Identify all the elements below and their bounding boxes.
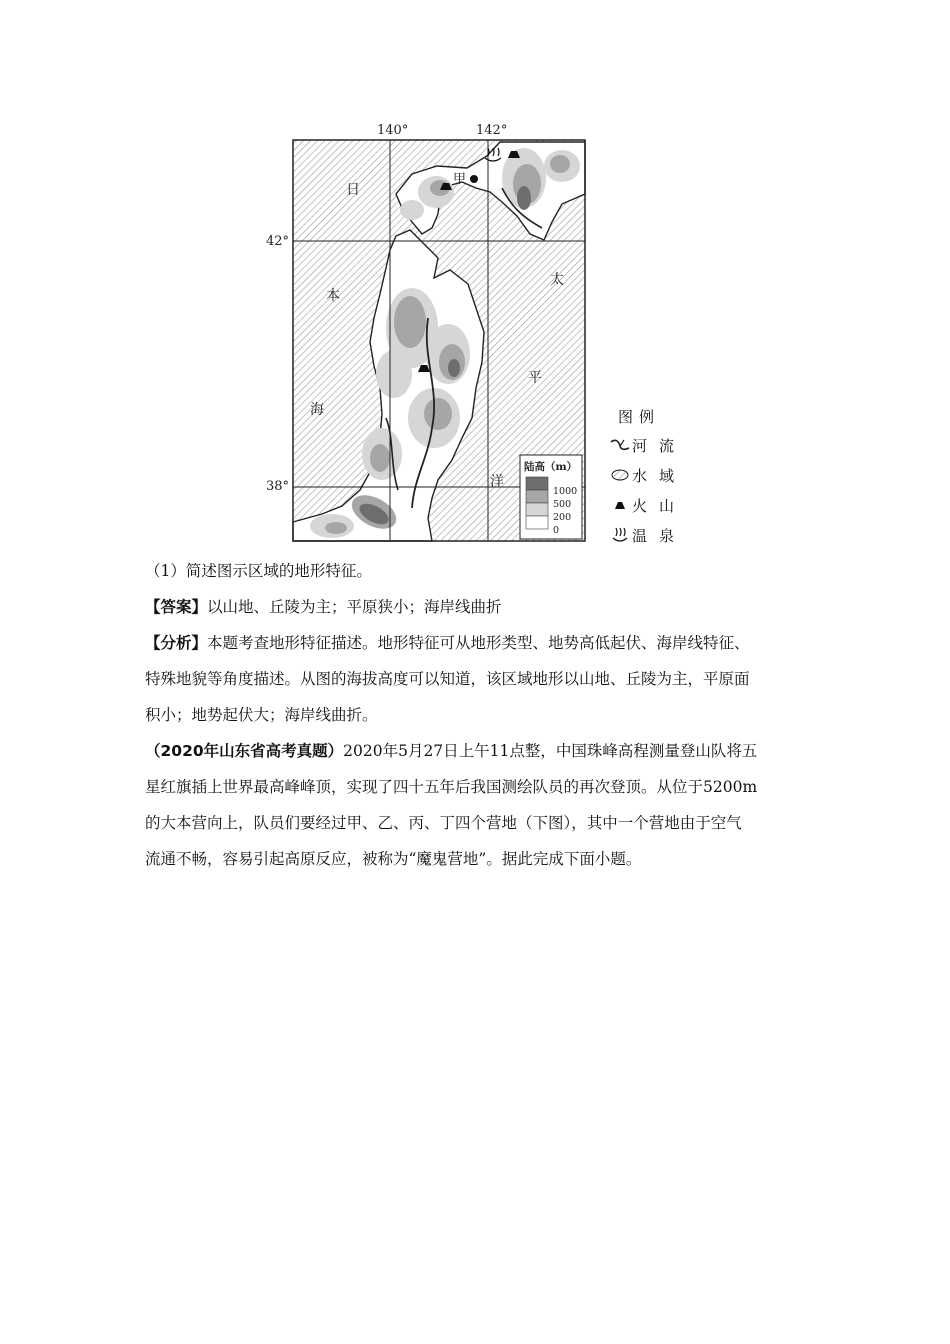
sea-label: 平 (528, 370, 542, 386)
legend-item-hot-spring (610, 524, 700, 548)
elevation-level: 500 (553, 499, 572, 510)
sea-label: 太 (550, 272, 564, 288)
legend-item-water (610, 464, 700, 488)
legend-label: 火山 (632, 497, 687, 515)
analysis-line (145, 633, 805, 653)
exam-intro-line: 流通不畅，容易引起高原反应，被称为“魔鬼营地”。据此完成下面小题。 (145, 850, 642, 868)
exam-text: 2020年5月27日上午11点整，中国珠峰高程测量登山队将五 (343, 742, 758, 760)
legend-label: 河流 (632, 437, 687, 455)
lon-label: 142° (476, 123, 508, 138)
answer-line (145, 597, 805, 617)
legend-label: 水域 (632, 467, 687, 485)
hot-spring-icon (610, 526, 630, 544)
legend-item-volcano (610, 494, 700, 518)
legend-item-river (610, 434, 700, 458)
answer-tag: 【答案】 (145, 597, 208, 616)
elevation-title: 陆高（m） (524, 461, 578, 473)
legend-title: 图例 (618, 408, 661, 426)
lat-label: 38° (266, 479, 290, 494)
question-1: （1）简述图示区域的地形特征。 (145, 562, 372, 580)
river-icon (610, 436, 630, 454)
elevation-level: 200 (553, 512, 572, 523)
volcano-icon (610, 496, 630, 514)
elevation-level: 0 (553, 525, 560, 536)
elevation-level: 1000 (553, 486, 578, 497)
lat-label: 42° (266, 234, 290, 249)
lon-label: 140° (377, 123, 409, 138)
sea-label: 日 (346, 182, 360, 198)
analysis-line: 积小；地势起伏大；海岸线曲折。 (145, 706, 378, 724)
legend-label: 温泉 (632, 527, 687, 545)
analysis-tag: 【分析】 (145, 633, 208, 652)
exam-intro-line: 的大本营向上，队员们要经过甲、乙、丙、丁四个营地（下图），其中一个营地由于空气 (145, 814, 742, 832)
elevation-legend (520, 455, 582, 539)
answer-text: 以山地、丘陵为主；平原狭小；海岸线曲折 (207, 598, 502, 616)
exam-intro-line (145, 741, 805, 761)
place-marker (470, 175, 478, 183)
topographic-map-figure (262, 118, 702, 548)
analysis-line: 特殊地貌等角度描述。从图的海拔高度可以知道，该区域地形以山地、丘陵为主，平原面 (145, 670, 750, 688)
exam-intro-line: 星红旗插上世界最高峰峰顶，实现了四十五年后我国测绘队员的再次登顶。从位于5200m (145, 778, 758, 796)
sea-label: 本 (326, 288, 340, 304)
water-icon (610, 466, 630, 484)
place-label: 甲 (453, 172, 467, 187)
exam-source: （2020年山东省高考真题） (145, 742, 344, 760)
sea-label: 海 (310, 402, 324, 418)
analysis-text: 本题考查地形特征描述。地形特征可从地形类型、地势高低起伏、海岸线特征、 (207, 634, 750, 652)
sea-label: 洋 (490, 474, 504, 490)
